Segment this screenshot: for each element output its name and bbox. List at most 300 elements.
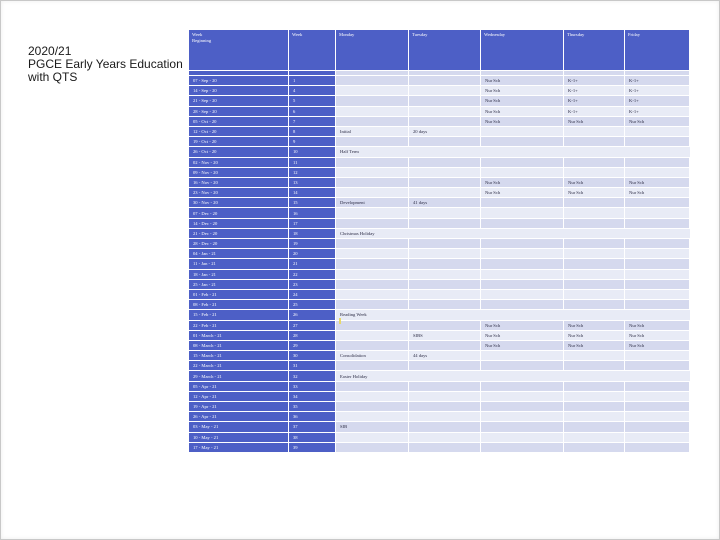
cell-monday: Half Term — [336, 147, 409, 157]
cell-week-number: 14 — [289, 188, 336, 198]
cell-monday: Reading Week — [336, 310, 409, 320]
cell-wednesday — [481, 412, 564, 422]
table-row — [189, 300, 690, 310]
cell-week-number: 5 — [289, 96, 336, 106]
cell-wednesday — [481, 361, 564, 371]
cell-week-number: 10 — [289, 147, 336, 157]
cell-week-number: 21 — [289, 259, 336, 269]
header-week: Week — [289, 30, 336, 71]
table-row — [189, 106, 690, 116]
cell-friday — [625, 361, 690, 371]
cell-week-number: 9 — [289, 137, 336, 147]
cell-thursday: K-1+ — [564, 86, 625, 96]
cell-thursday — [564, 371, 625, 381]
cell-monday — [336, 402, 409, 412]
cell-monday — [336, 381, 409, 391]
cell-tuesday — [409, 402, 481, 412]
cell-thursday: K-1+ — [564, 76, 625, 86]
cell-wednesday — [481, 300, 564, 310]
cell-tuesday — [409, 177, 481, 187]
table-row — [189, 239, 690, 249]
cell-monday — [336, 218, 409, 228]
cell-week-number: 11 — [289, 157, 336, 167]
cell-friday: Nur Sch — [625, 188, 690, 198]
cell-wednesday: Nur Sch — [481, 188, 564, 198]
table-row — [189, 147, 690, 157]
cell-tuesday — [409, 106, 481, 116]
cell-tuesday — [409, 218, 481, 228]
cell-week-number: 35 — [289, 402, 336, 412]
table-row — [189, 259, 690, 269]
cell-thursday — [564, 218, 625, 228]
cell-thursday — [564, 402, 625, 412]
cell-week-beginning: 14 - Sep - 20 — [189, 86, 289, 96]
cell-tuesday — [409, 269, 481, 279]
cell-tuesday — [409, 96, 481, 106]
cell-wednesday — [481, 422, 564, 432]
cell-week-number: 4 — [289, 86, 336, 96]
cell-wednesday — [481, 432, 564, 442]
cell-monday — [336, 249, 409, 259]
cell-wednesday — [481, 167, 564, 177]
cell-monday — [336, 239, 409, 249]
cell-week-number: 34 — [289, 391, 336, 401]
cell-week-beginning: 15 - March - 21 — [189, 351, 289, 361]
cell-thursday: K-1+ — [564, 106, 625, 116]
cell-thursday — [564, 137, 625, 147]
cell-week-number: 20 — [289, 249, 336, 259]
cell-tuesday — [409, 279, 481, 289]
cell-thursday — [564, 422, 625, 432]
table-row — [189, 167, 690, 177]
cell-friday — [625, 228, 690, 238]
cell-thursday — [564, 412, 625, 422]
table-row — [189, 320, 690, 330]
cell-week-number: 38 — [289, 432, 336, 442]
cell-thursday — [564, 351, 625, 361]
cell-week-beginning: 25 - Jan - 21 — [189, 279, 289, 289]
cell-wednesday: Nur Sch — [481, 106, 564, 116]
cell-week-beginning: 01 - March - 21 — [189, 330, 289, 340]
table-row — [189, 442, 690, 452]
cell-monday — [336, 320, 409, 330]
cell-friday: Nur Sch — [625, 320, 690, 330]
cell-monday — [336, 177, 409, 187]
cell-friday — [625, 218, 690, 228]
cell-monday — [336, 330, 409, 340]
cell-wednesday — [481, 279, 564, 289]
cell-friday — [625, 126, 690, 136]
cell-friday: Nur Sch — [625, 177, 690, 187]
cell-tuesday — [409, 167, 481, 177]
cell-monday: Development — [336, 198, 409, 208]
table-header-row — [189, 30, 690, 71]
cell-week-beginning: 22 - Feb - 21 — [189, 320, 289, 330]
cell-week-number: 36 — [289, 412, 336, 422]
cell-friday — [625, 351, 690, 361]
cell-thursday — [564, 381, 625, 391]
cell-friday: Nur Sch — [625, 340, 690, 350]
cell-friday — [625, 137, 690, 147]
cell-week-number: 24 — [289, 289, 336, 299]
table-body — [189, 76, 690, 453]
cell-friday — [625, 279, 690, 289]
cell-monday — [336, 116, 409, 126]
cell-week-number: 17 — [289, 218, 336, 228]
table-row — [189, 198, 690, 208]
cell-week-number: 32 — [289, 371, 336, 381]
cell-tuesday — [409, 259, 481, 269]
cell-thursday: Nur Sch — [564, 177, 625, 187]
table-row — [189, 361, 690, 371]
table-row — [189, 391, 690, 401]
cell-wednesday — [481, 208, 564, 218]
cell-wednesday — [481, 137, 564, 147]
cell-thursday — [564, 442, 625, 452]
cell-friday — [625, 259, 690, 269]
cell-week-beginning: 07 - Sep - 20 — [189, 76, 289, 86]
cell-thursday: Nur Sch — [564, 330, 625, 340]
cell-tuesday — [409, 86, 481, 96]
cell-week-number: 28 — [289, 330, 336, 340]
cell-week-beginning: 09 - Nov - 20 — [189, 167, 289, 177]
table-row — [189, 177, 690, 187]
table-row — [189, 228, 690, 238]
cell-monday — [336, 259, 409, 269]
cell-wednesday — [481, 442, 564, 452]
cell-week-number: 30 — [289, 351, 336, 361]
cell-monday: Initial — [336, 126, 409, 136]
cell-week-beginning: 01 - Feb - 21 — [189, 289, 289, 299]
cell-week-beginning: 19 - Oct - 20 — [189, 137, 289, 147]
cell-tuesday — [409, 381, 481, 391]
table-row — [189, 86, 690, 96]
cell-week-number: 12 — [289, 167, 336, 177]
cell-wednesday: Nur Sch — [481, 330, 564, 340]
table-row — [189, 402, 690, 412]
cell-week-beginning: 11 - Jan - 21 — [189, 259, 289, 269]
cell-week-beginning: 21 - Dec - 20 — [189, 228, 289, 238]
cell-week-beginning: 18 - Jan - 21 — [189, 269, 289, 279]
cell-wednesday — [481, 147, 564, 157]
table-row — [189, 126, 690, 136]
cell-friday — [625, 208, 690, 218]
cell-friday: K-1+ — [625, 86, 690, 96]
table-row — [189, 351, 690, 361]
cell-wednesday — [481, 218, 564, 228]
cell-monday — [336, 106, 409, 116]
cell-friday — [625, 289, 690, 299]
cell-week-number: 39 — [289, 442, 336, 452]
cell-thursday — [564, 289, 625, 299]
cell-thursday — [564, 228, 625, 238]
cell-wednesday: Nur Sch — [481, 86, 564, 96]
cell-tuesday — [409, 340, 481, 350]
cell-week-beginning: 30 - Nov - 20 — [189, 198, 289, 208]
cell-wednesday: Nur Sch — [481, 320, 564, 330]
cell-monday — [336, 279, 409, 289]
cell-tuesday — [409, 208, 481, 218]
cell-tuesday — [409, 116, 481, 126]
table-row — [189, 218, 690, 228]
cell-monday — [336, 76, 409, 86]
cell-tuesday — [409, 228, 481, 238]
cell-friday — [625, 402, 690, 412]
cell-week-number: 23 — [289, 279, 336, 289]
cell-monday: Easter Holiday — [336, 371, 409, 381]
cell-week-number: 37 — [289, 422, 336, 432]
placement-schedule-table — [188, 29, 690, 453]
cell-friday — [625, 249, 690, 259]
cell-friday: Nur Sch — [625, 116, 690, 126]
header-monday: Monday — [336, 30, 409, 71]
cell-monday — [336, 208, 409, 218]
cell-wednesday — [481, 249, 564, 259]
cell-week-number: 6 — [289, 106, 336, 116]
cell-week-number: 13 — [289, 177, 336, 187]
cell-friday — [625, 198, 690, 208]
cell-thursday: Nur Sch — [564, 188, 625, 198]
cell-week-beginning: 28 - Dec - 20 — [189, 239, 289, 249]
cell-tuesday — [409, 432, 481, 442]
cell-monday — [336, 340, 409, 350]
cell-week-beginning: 05 - Apr - 21 — [189, 381, 289, 391]
cell-tuesday — [409, 412, 481, 422]
cell-tuesday — [409, 289, 481, 299]
table-row — [189, 188, 690, 198]
cell-wednesday — [481, 239, 564, 249]
table-row — [189, 76, 690, 86]
cell-week-beginning: 26 - Apr - 21 — [189, 412, 289, 422]
cell-monday — [336, 269, 409, 279]
cell-week-number: 1 — [289, 76, 336, 86]
cell-wednesday — [481, 289, 564, 299]
cell-week-beginning: 10 - May - 21 — [189, 432, 289, 442]
table-row — [189, 96, 690, 106]
cell-friday: K-1+ — [625, 76, 690, 86]
cell-wednesday — [481, 259, 564, 269]
cell-week-beginning: 16 - Nov - 20 — [189, 177, 289, 187]
cell-wednesday — [481, 126, 564, 136]
cell-week-number: 27 — [289, 320, 336, 330]
header-tuesday: Tuesday — [409, 30, 481, 71]
cell-friday — [625, 422, 690, 432]
cell-tuesday — [409, 371, 481, 381]
cell-week-beginning: 07 - Dec - 20 — [189, 208, 289, 218]
cell-friday — [625, 300, 690, 310]
cell-thursday: Nur Sch — [564, 116, 625, 126]
cell-monday — [336, 86, 409, 96]
cell-friday — [625, 381, 690, 391]
cell-monday: Christmas Holiday — [336, 228, 409, 238]
cell-week-beginning: 17 - May - 21 — [189, 442, 289, 452]
cell-week-number: 16 — [289, 208, 336, 218]
cell-week-beginning: 23 - Nov - 20 — [189, 188, 289, 198]
table-row — [189, 249, 690, 259]
cell-tuesday — [409, 188, 481, 198]
table-row — [189, 371, 690, 381]
cell-tuesday — [409, 157, 481, 167]
cell-monday — [336, 412, 409, 422]
cell-friday: Nur Sch — [625, 330, 690, 340]
cell-week-number: 19 — [289, 239, 336, 249]
cell-thursday: K-1+ — [564, 96, 625, 106]
cell-monday — [336, 188, 409, 198]
cell-week-beginning: 22 - March - 21 — [189, 361, 289, 371]
cell-monday — [336, 289, 409, 299]
cell-friday: K-1+ — [625, 106, 690, 116]
header-thursday: Thursday — [564, 30, 625, 71]
cell-tuesday — [409, 300, 481, 310]
table-row — [189, 340, 690, 350]
table-row — [189, 330, 690, 340]
cell-week-beginning: 12 - Oct - 20 — [189, 126, 289, 136]
cell-thursday — [564, 147, 625, 157]
cell-tuesday: 41 days — [409, 198, 481, 208]
cell-week-number: 25 — [289, 300, 336, 310]
cell-wednesday — [481, 310, 564, 320]
cell-monday — [336, 391, 409, 401]
cell-thursday — [564, 361, 625, 371]
table-row — [189, 269, 690, 279]
table-row — [189, 289, 690, 299]
cell-monday — [336, 432, 409, 442]
cell-week-beginning: 29 - March - 21 — [189, 371, 289, 381]
cell-week-number: 8 — [289, 126, 336, 136]
cell-week-beginning: 08 - March - 21 — [189, 340, 289, 350]
cell-thursday — [564, 126, 625, 136]
text-cursor-mark — [339, 318, 341, 324]
cell-tuesday — [409, 361, 481, 371]
cell-tuesday — [409, 391, 481, 401]
table-row — [189, 432, 690, 442]
cell-week-beginning: 19 - Apr - 21 — [189, 402, 289, 412]
cell-thursday — [564, 391, 625, 401]
cell-tuesday — [409, 249, 481, 259]
cell-tuesday — [409, 320, 481, 330]
cell-wednesday — [481, 351, 564, 361]
table-row — [189, 412, 690, 422]
cell-thursday: Nur Sch — [564, 340, 625, 350]
cell-wednesday: Nur Sch — [481, 340, 564, 350]
cell-week-beginning: 15 - Feb - 21 — [189, 310, 289, 320]
table-row — [189, 116, 690, 126]
cell-week-beginning: 12 - Apr - 21 — [189, 391, 289, 401]
cell-friday — [625, 442, 690, 452]
cell-week-number: 29 — [289, 340, 336, 350]
cell-monday: Consolidation — [336, 351, 409, 361]
cell-tuesday: 20 days — [409, 126, 481, 136]
table-row — [189, 157, 690, 167]
cell-thursday — [564, 167, 625, 177]
cell-week-beginning: 03 - May - 21 — [189, 422, 289, 432]
cell-friday — [625, 147, 690, 157]
cell-tuesday: SIBS — [409, 330, 481, 340]
cell-tuesday: 44 days — [409, 351, 481, 361]
cell-wednesday — [481, 198, 564, 208]
table-row — [189, 208, 690, 218]
cell-monday — [336, 137, 409, 147]
cell-wednesday — [481, 402, 564, 412]
cell-week-beginning: 26 - Oct - 20 — [189, 147, 289, 157]
cell-week-number: 31 — [289, 361, 336, 371]
table-row — [189, 381, 690, 391]
table-row — [189, 422, 690, 432]
cell-wednesday — [481, 269, 564, 279]
cell-wednesday: Nur Sch — [481, 116, 564, 126]
cell-monday — [336, 442, 409, 452]
cell-week-beginning: 04 - Jan - 21 — [189, 249, 289, 259]
header-friday: Friday — [625, 30, 690, 71]
cell-week-number: 33 — [289, 381, 336, 391]
cell-friday — [625, 310, 690, 320]
cell-thursday — [564, 259, 625, 269]
cell-friday — [625, 391, 690, 401]
cell-week-beginning: 08 - Feb - 21 — [189, 300, 289, 310]
cell-tuesday — [409, 239, 481, 249]
cell-week-number: 18 — [289, 228, 336, 238]
cell-thursday — [564, 208, 625, 218]
cell-tuesday — [409, 442, 481, 452]
table-row — [189, 137, 690, 147]
cell-wednesday — [481, 371, 564, 381]
cell-week-number: 7 — [289, 116, 336, 126]
cell-week-beginning: 28 - Sep - 20 — [189, 106, 289, 116]
cell-wednesday — [481, 381, 564, 391]
cell-wednesday — [481, 391, 564, 401]
cell-friday: K-1+ — [625, 96, 690, 106]
cell-thursday — [564, 310, 625, 320]
table-row — [189, 310, 690, 320]
cell-tuesday — [409, 137, 481, 147]
cell-week-beginning: 02 - Nov - 20 — [189, 157, 289, 167]
cell-thursday: Nur Sch — [564, 320, 625, 330]
cell-thursday — [564, 239, 625, 249]
cell-friday — [625, 239, 690, 249]
cell-thursday — [564, 279, 625, 289]
page-title: 2020/21 PGCE Early Years Education with QTS — [28, 44, 183, 84]
cell-monday — [336, 300, 409, 310]
header-week-beginning: Week Beginning — [189, 30, 289, 71]
table-row — [189, 279, 690, 289]
cell-thursday — [564, 432, 625, 442]
cell-wednesday: Nur Sch — [481, 76, 564, 86]
cell-wednesday — [481, 228, 564, 238]
cell-tuesday — [409, 76, 481, 86]
cell-thursday — [564, 300, 625, 310]
cell-tuesday — [409, 310, 481, 320]
cell-week-beginning: 14 - Dec - 20 — [189, 218, 289, 228]
cell-monday — [336, 167, 409, 177]
cell-thursday — [564, 269, 625, 279]
cell-week-number: 22 — [289, 269, 336, 279]
header-wednesday: Wednesday — [481, 30, 564, 71]
cell-wednesday — [481, 157, 564, 167]
cell-friday — [625, 432, 690, 442]
cell-friday — [625, 371, 690, 381]
cell-friday — [625, 167, 690, 177]
cell-week-beginning: 21 - Sep - 20 — [189, 96, 289, 106]
cell-friday — [625, 157, 690, 167]
cell-monday — [336, 157, 409, 167]
cell-wednesday: Nur Sch — [481, 177, 564, 187]
cell-monday — [336, 361, 409, 371]
cell-week-beginning: 05 - Oct - 20 — [189, 116, 289, 126]
cell-tuesday — [409, 422, 481, 432]
cell-monday: SIB — [336, 422, 409, 432]
cell-thursday — [564, 249, 625, 259]
cell-week-number: 26 — [289, 310, 336, 320]
